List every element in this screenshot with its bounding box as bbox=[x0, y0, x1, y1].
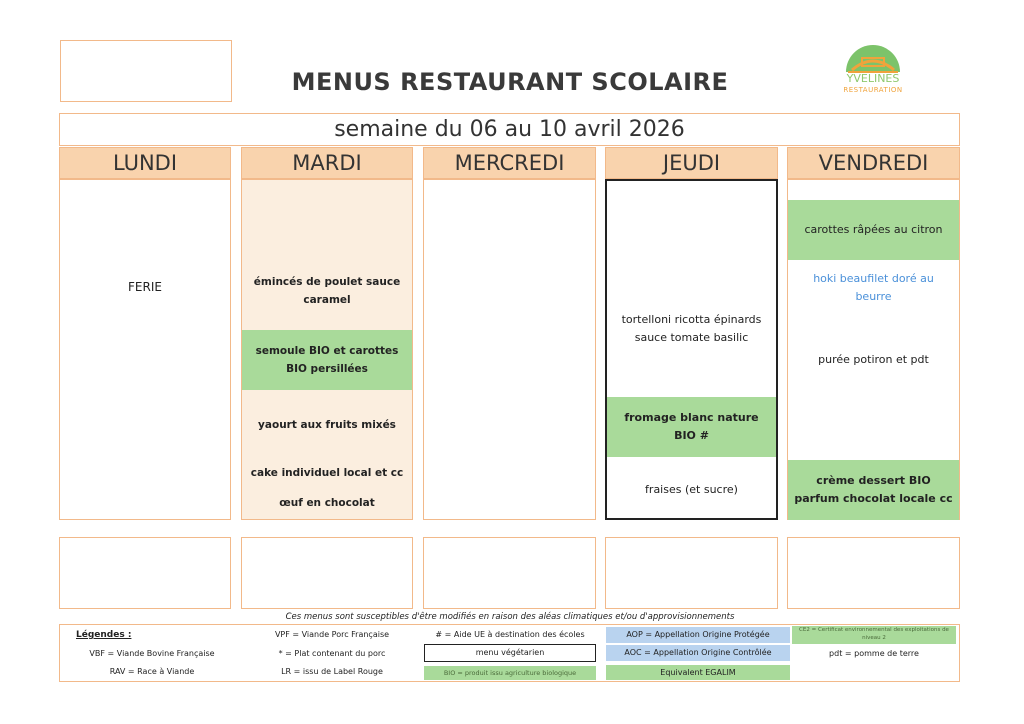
day-column-vendredi bbox=[787, 179, 960, 520]
menu-item: tortelloni ricotta épinards sauce tomate basilic bbox=[621, 313, 762, 344]
day-column-mercredi bbox=[423, 179, 596, 520]
footer-box-mardi bbox=[241, 537, 413, 609]
footer-box-mercredi bbox=[423, 537, 596, 609]
disclaimer-note: Ces menus sont susceptibles d'être modifiés en raison des aléas climatiques et/ou d'approvisionnements bbox=[285, 612, 735, 622]
legend-pdt: pdt = pomme de terre bbox=[829, 649, 919, 658]
menu-item: émincés de poulet sauce caramel bbox=[253, 276, 401, 306]
logo-text-line1: YVELINES bbox=[846, 72, 900, 85]
legend-ce2: CE2 = Certificat environnemental des exploitations de niveau 2 bbox=[792, 626, 956, 644]
menu-item: cake individuel local et cc bbox=[250, 467, 404, 479]
legend-lr: LR = issu de Label Rouge bbox=[281, 667, 383, 676]
day-header-lundi: LUNDI bbox=[59, 147, 231, 179]
legend-vpf: VPF = Viande Porc Française bbox=[274, 630, 390, 639]
week-banner: semaine du 06 au 10 avril 2026 bbox=[59, 113, 960, 146]
day-header-mercredi: MERCREDI bbox=[423, 147, 596, 179]
yvelines-restauration-logo bbox=[828, 38, 918, 98]
menu-item: crème dessert BIO parfum chocolat locale cc bbox=[788, 460, 959, 520]
menu-item: carottes râpées au citron bbox=[788, 200, 959, 260]
legend-aide: # = Aide UE à destination des écoles bbox=[435, 630, 585, 639]
legend bbox=[59, 624, 960, 682]
legend-egalim: Equivalent EGALIM bbox=[606, 665, 790, 680]
legend-title: Légendes : bbox=[76, 630, 132, 640]
footer-box-vendredi bbox=[787, 537, 960, 609]
page-title: MENUS RESTAURANT SCOLAIRE bbox=[291, 68, 729, 96]
footer-box-lundi bbox=[59, 537, 231, 609]
day-header-jeudi: JEUDI bbox=[605, 147, 778, 179]
menu-item: semoule BIO et carottes BIO persillées bbox=[242, 330, 412, 390]
legend-vegetarian: menu végétarien bbox=[424, 644, 596, 662]
menu-item: yaourt aux fruits mixés bbox=[258, 419, 396, 431]
logo-text-line2: RESTAURATION bbox=[843, 86, 903, 94]
legend-vbf: VBF = Viande Bovine Française bbox=[89, 649, 215, 658]
menu-item: fromage blanc nature BIO # bbox=[607, 397, 776, 457]
day-header-mardi: MARDI bbox=[241, 147, 413, 179]
day-header-vendredi: VENDREDI bbox=[787, 147, 960, 179]
legend-bio: BIO = produit issu agriculture biologique bbox=[424, 666, 596, 680]
empty-header-box bbox=[60, 40, 232, 102]
legend-rav: RAV = Race à Viande bbox=[109, 667, 195, 676]
menu-item: purée potiron et pdt bbox=[818, 353, 929, 366]
menu-item: FERIE bbox=[128, 280, 162, 294]
menu-item: fraises (et sucre) bbox=[645, 483, 738, 496]
day-column-jeudi bbox=[605, 179, 778, 520]
legend-aop: AOP = Appellation Origine Protégée bbox=[606, 627, 790, 643]
footer-box-jeudi bbox=[605, 537, 778, 609]
day-column-lundi bbox=[59, 179, 231, 520]
day-column-mardi bbox=[241, 179, 413, 520]
menu-item: œuf en chocolat bbox=[279, 497, 375, 509]
legend-porc: * = Plat contenant du porc bbox=[278, 649, 386, 658]
legend-aoc: AOC = Appellation Origine Contrôlée bbox=[606, 645, 790, 661]
menu-item: hoki beaufilet doré au beurre bbox=[813, 272, 934, 303]
